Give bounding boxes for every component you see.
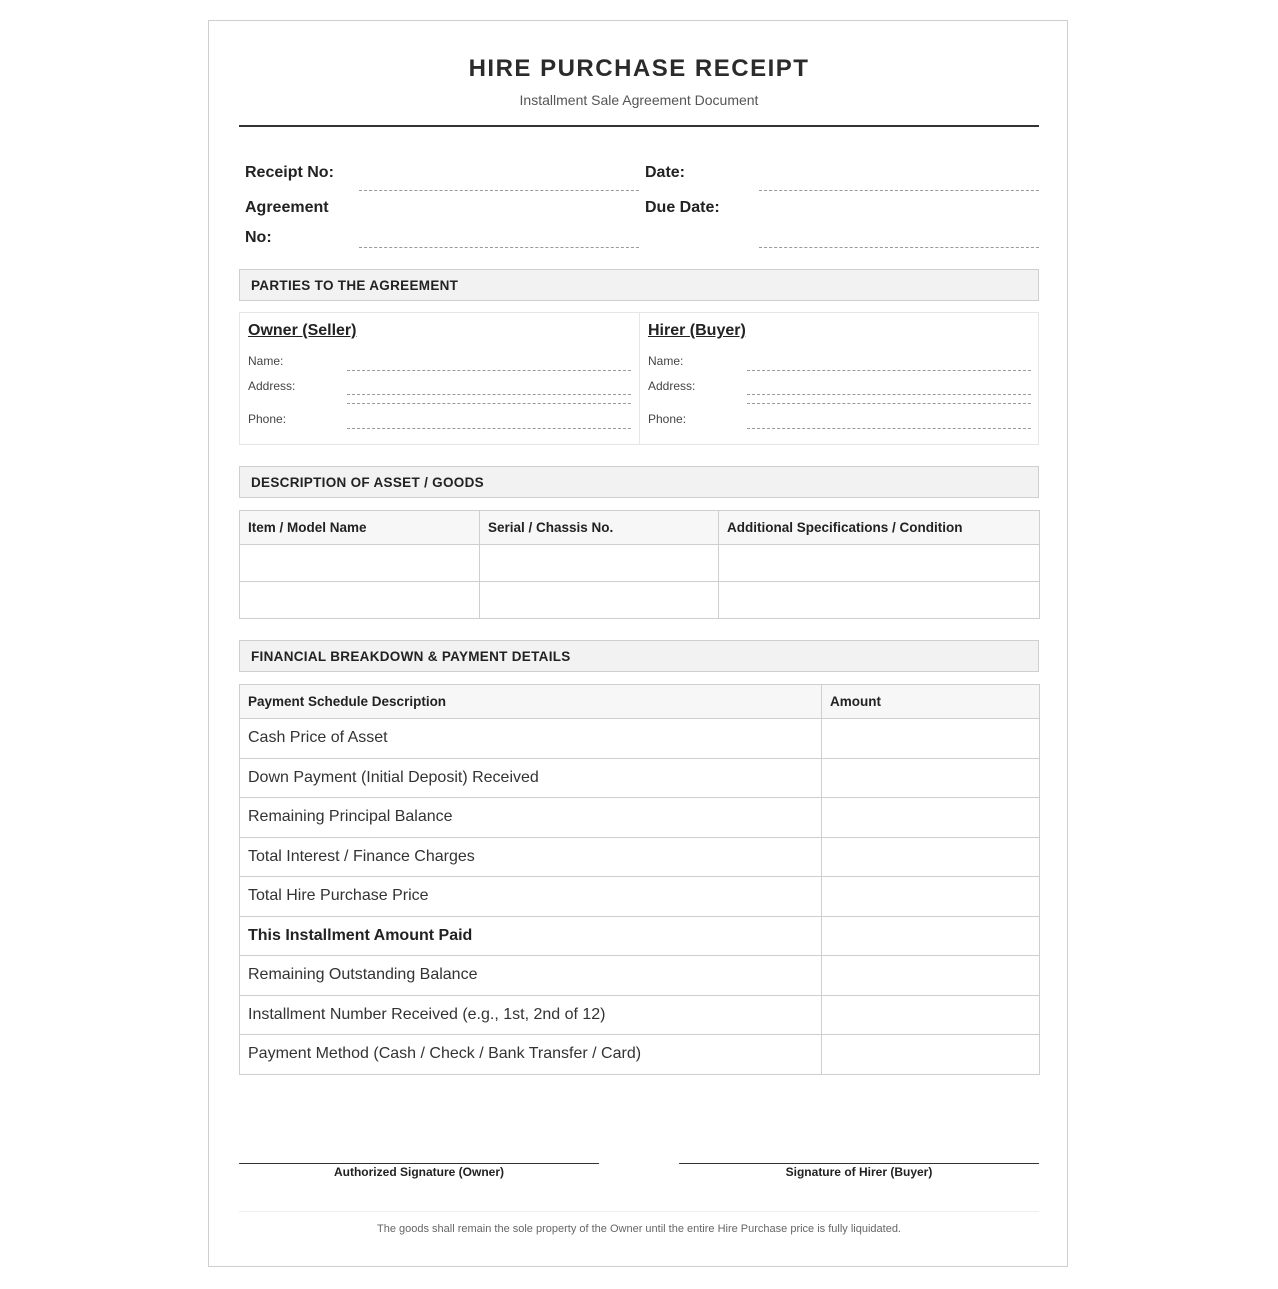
owner-phone-field[interactable]	[347, 428, 631, 429]
fin-amount-cell[interactable]	[822, 995, 1040, 1035]
asset-cell-serial[interactable]	[480, 582, 719, 619]
fin-amount-cell[interactable]	[822, 1035, 1040, 1075]
table-row	[240, 545, 1040, 582]
table-row	[240, 916, 1040, 956]
hirer-name-field[interactable]	[747, 370, 1031, 371]
fin-amount-cell[interactable]	[822, 798, 1040, 838]
hirer-signature-label: Signature of Hirer (Buyer)	[785, 1165, 933, 1179]
fin-row-label: Total Interest / Finance Charges	[240, 837, 822, 877]
table-row	[240, 1035, 1040, 1075]
fin-row-label: Remaining Principal Balance	[240, 798, 822, 838]
footer-note: The goods shall remain the sole property of the Owner until the entire Hire Purchase price is fully liquidated.	[377, 1223, 901, 1235]
owner-heading: Owner (Seller)	[248, 322, 357, 339]
due-date-label: Due Date:	[645, 199, 720, 216]
asset-cell-specs[interactable]	[719, 582, 1040, 619]
asset-cell-serial[interactable]	[480, 545, 719, 582]
fin-amount-cell[interactable]	[822, 956, 1040, 996]
owner-panel	[240, 313, 639, 444]
parties-section-title: PARTIES TO THE AGREEMENT	[239, 269, 1039, 301]
hirer-phone-field[interactable]	[747, 428, 1031, 429]
asset-header-row	[240, 511, 1040, 545]
fin-amount-cell[interactable]	[822, 916, 1040, 956]
financial-table	[239, 684, 1040, 1075]
parties-box	[239, 312, 1039, 445]
asset-section-title: DESCRIPTION OF ASSET / GOODS	[239, 466, 1039, 498]
table-row	[240, 837, 1040, 877]
fin-row-label: Cash Price of Asset	[240, 719, 822, 759]
owner-signature-label: Authorized Signature (Owner)	[333, 1165, 504, 1179]
title-divider	[239, 125, 1039, 127]
owner-address-label: Address:	[248, 379, 296, 393]
table-row	[240, 956, 1040, 996]
asset-col-specs: Additional Specifications / Condition	[719, 511, 1040, 545]
hirer-address-field-2[interactable]	[747, 403, 1031, 404]
table-row	[240, 758, 1040, 798]
financial-header-row	[240, 685, 1040, 719]
fin-row-label: Remaining Outstanding Balance	[240, 956, 822, 996]
agreement-no-label: Agreement No:	[245, 199, 329, 246]
fin-amount-cell[interactable]	[822, 719, 1040, 759]
document-title: HIRE PURCHASE RECEIPT	[468, 55, 810, 82]
hirer-address-label: Address:	[648, 379, 696, 393]
owner-address-field-2[interactable]	[347, 403, 631, 404]
owner-signature-line[interactable]	[239, 1163, 599, 1164]
fin-col-description: Payment Schedule Description	[240, 685, 822, 719]
table-row	[240, 719, 1040, 759]
hirer-name-label: Name:	[648, 354, 684, 368]
asset-table	[239, 510, 1040, 619]
agreement-no-field[interactable]	[359, 247, 639, 248]
owner-name-field[interactable]	[347, 370, 631, 371]
asset-cell-item[interactable]	[240, 582, 480, 619]
fin-col-amount: Amount	[822, 685, 1040, 719]
fin-row-label: Total Hire Purchase Price	[240, 877, 822, 917]
asset-col-serial: Serial / Chassis No.	[480, 511, 719, 545]
fin-amount-cell[interactable]	[822, 837, 1040, 877]
fin-row-label: Installment Number Received (e.g., 1st, 2nd of 12)	[240, 995, 822, 1035]
owner-name-label: Name:	[248, 354, 284, 368]
document-subtitle: Installment Sale Agreement Document	[519, 92, 759, 108]
due-date-field[interactable]	[759, 247, 1039, 248]
asset-cell-specs[interactable]	[719, 545, 1040, 582]
hirer-heading: Hirer (Buyer)	[648, 322, 746, 339]
fin-amount-cell[interactable]	[822, 758, 1040, 798]
fin-row-label: This Installment Amount Paid	[240, 916, 822, 956]
owner-phone-label: Phone:	[248, 412, 287, 426]
receipt-no-label: Receipt No:	[245, 164, 334, 181]
hirer-signature-line[interactable]	[679, 1163, 1039, 1164]
hirer-address-field-1[interactable]	[747, 394, 1031, 395]
table-row	[240, 582, 1040, 619]
fin-row-label: Payment Method (Cash / Check / Bank Transfer / Card)	[240, 1035, 822, 1075]
asset-cell-item[interactable]	[240, 545, 480, 582]
table-row	[240, 877, 1040, 917]
receipt-page	[208, 20, 1068, 1267]
date-field[interactable]	[759, 190, 1039, 191]
table-row	[240, 995, 1040, 1035]
date-label: Date:	[645, 164, 686, 181]
receipt-no-field[interactable]	[359, 190, 639, 191]
fin-row-label: Down Payment (Initial Deposit) Received	[240, 758, 822, 798]
asset-col-item: Item / Model Name	[240, 511, 480, 545]
hirer-panel	[639, 313, 1039, 444]
financial-section-title: FINANCIAL BREAKDOWN & PAYMENT DETAILS	[239, 640, 1039, 672]
fin-amount-cell[interactable]	[822, 877, 1040, 917]
hirer-phone-label: Phone:	[648, 412, 687, 426]
table-row	[240, 798, 1040, 838]
footer-divider	[239, 1211, 1039, 1212]
owner-address-field-1[interactable]	[347, 394, 631, 395]
